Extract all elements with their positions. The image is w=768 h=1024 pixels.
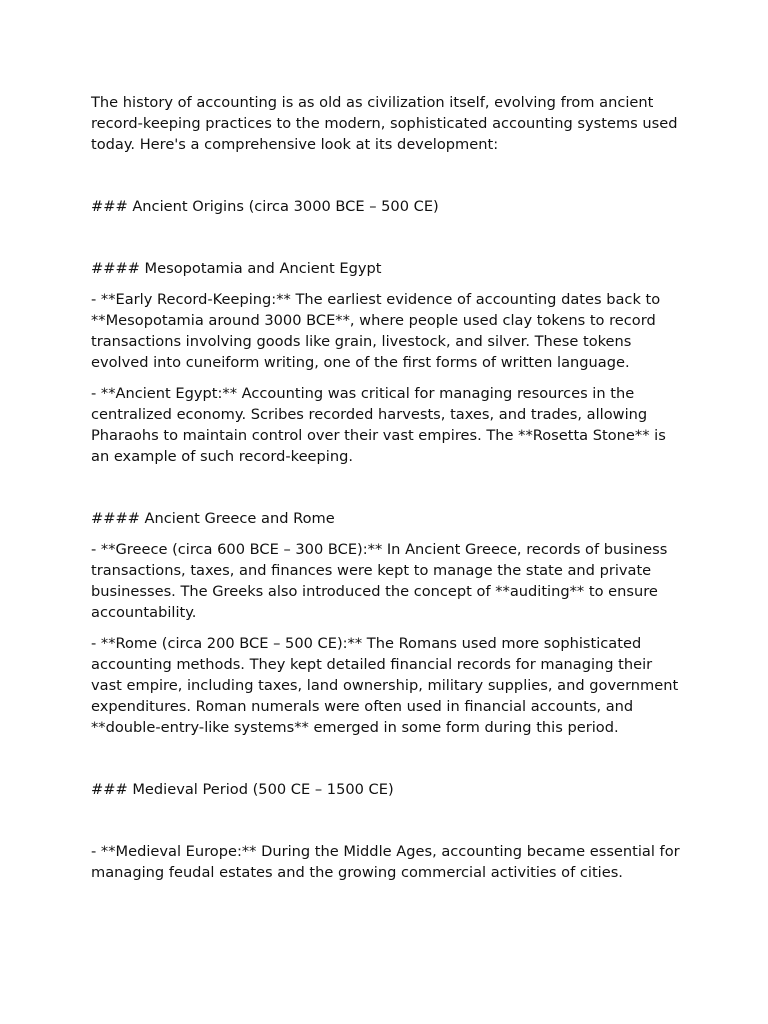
heading-medieval-period: ### Medieval Period (500 CE – 1500 CE) <box>91 781 394 798</box>
intro-paragraph: The history of accounting is as old as civilization itself, evolving from ancient record-keeping practices to the modern, sophisticated accounting systems used today. Here's a comprehensive look at its development: <box>91 94 678 153</box>
paragraph-rome: - **Rome (circa 200 BCE – 500 CE):** The Romans used more sophisticated accounting methods. They kept detailed financial records for managing their vast empire, including taxes, land ownership, military supplies, and government expenditures. Roman numerals were often used in financial accounts, and **double-entry-like systems** emerged in some form during this period. <box>91 635 679 736</box>
paragraph-medieval-europe: - **Medieval Europe:** During the Middle Ages, accounting became essential for managing feudal estates and the growing commercial activities of cities. <box>91 843 680 881</box>
heading-ancient-origins: ### Ancient Origins (circa 3000 BCE – 500 CE) <box>91 198 439 215</box>
paragraph-ancient-egypt: - **Ancient Egypt:** Accounting was critical for managing resources in the centralized economy. Scribes recorded harvests, taxes, and trades, allowing Pharaohs to maintain control over their vast empires. The **Rosetta Stone** is an example of such record-keeping. <box>91 385 666 465</box>
paragraph-early-record-keeping: - **Early Record-Keeping:** The earliest evidence of accounting dates back to **Mesopotamia around 3000 BCE**, where people used clay tokens to record transactions involving goods like grain, livestock, and silver. These tokens evolved into cuneiform writing, one of the first forms of written language. <box>91 291 661 371</box>
subheading-greece-rome: #### Ancient Greece and Rome <box>91 510 335 527</box>
paragraph-greece: - **Greece (circa 600 BCE – 300 BCE):** In Ancient Greece, records of business transactions, taxes, and finances were kept to manage the state and private businesses. The Greeks also introduced the concept of **auditing** to ensure accountability. <box>91 541 668 621</box>
document-body <box>91 92 681 883</box>
subheading-mesopotamia-egypt: #### Mesopotamia and Ancient Egypt <box>91 260 382 277</box>
